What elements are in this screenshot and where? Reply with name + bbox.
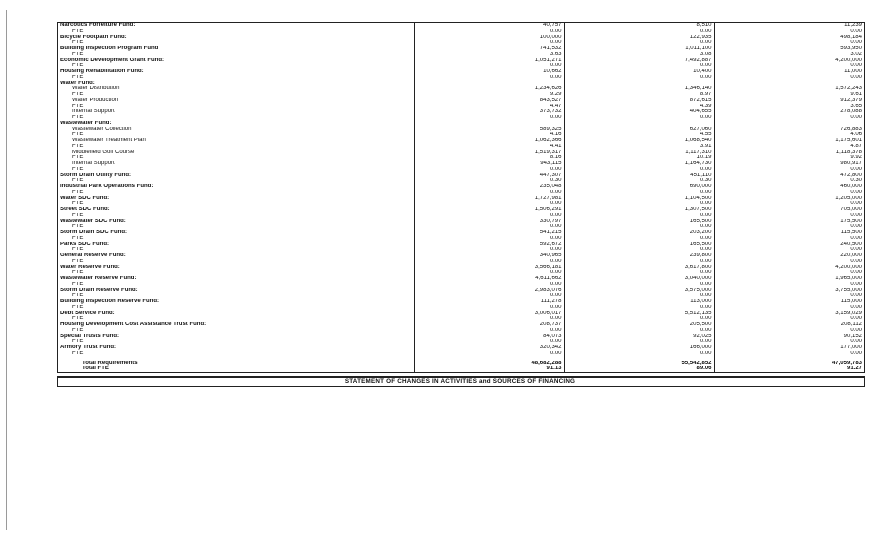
row-label: FTE	[72, 155, 84, 161]
value-proposed: 3,159,029	[714, 311, 864, 317]
value-proposed: 3.02	[714, 52, 864, 58]
value-actual: 8.16	[414, 155, 564, 161]
value-proposed: 177,000	[714, 345, 864, 351]
value-budget: 0.00	[564, 339, 714, 345]
row-label: FTE	[72, 143, 84, 149]
value-budget: 0.00	[564, 201, 714, 207]
value-budget: 0.00	[564, 190, 714, 196]
row-label: Water SDC Fund:	[60, 195, 110, 201]
row-label: Wastewater Collection	[72, 126, 132, 132]
value-budget: 404,655	[564, 109, 714, 115]
value-actual: 1,506,291	[414, 207, 564, 213]
value-budget: 3.08	[564, 52, 714, 58]
scan-edge	[6, 10, 7, 530]
value-proposed: 980,917	[714, 161, 864, 167]
value-budget: 0.00	[564, 305, 714, 311]
value-actual: 0.00	[414, 167, 564, 173]
row-label: Middlefield Golf Course	[72, 149, 135, 155]
value-budget: 165,500	[564, 219, 714, 225]
value-budget: 1,117,310	[564, 150, 714, 156]
value-actual: 111,278	[414, 299, 564, 305]
value-actual: 3.63	[414, 52, 564, 58]
value-proposed: 0.00	[714, 316, 864, 322]
row-label: FTE	[72, 40, 84, 46]
value-budget: 1,104,500	[564, 196, 714, 202]
row-label: Street SDC Fund:	[60, 207, 110, 212]
value-budget: 239,800	[564, 253, 714, 259]
row-label: Special Trusts Fund:	[60, 333, 120, 339]
row-label: Industrial Park Operations Fund:	[60, 184, 154, 189]
row-label: Economic Development Grant Fund:	[60, 57, 165, 63]
value-proposed: 0.00	[714, 328, 864, 334]
value-actual: 2,983,076	[414, 288, 564, 294]
value-budget: 451,110	[564, 173, 714, 179]
value-actual: 0.00	[414, 63, 564, 69]
value-budget: 0.00	[564, 63, 714, 69]
row-label: FTE	[72, 63, 84, 69]
value-proposed: 0.00	[714, 213, 864, 219]
value-proposed: 4.06	[714, 132, 864, 138]
row-label: FTE	[72, 115, 84, 120]
value-budget: 92,025	[564, 334, 714, 340]
value-budget: 0.00	[564, 29, 714, 35]
value-budget: 10,400	[564, 69, 714, 75]
value-actual: 0.30	[414, 178, 564, 184]
value-actual: 9.29	[414, 92, 564, 98]
value-proposed: 1,118,378	[714, 150, 864, 156]
value-actual: 943,115	[414, 161, 564, 167]
value-budget: 4.39	[564, 104, 714, 110]
value-proposed: 0.00	[714, 75, 864, 81]
value-proposed: 1,205,000	[714, 196, 864, 202]
row-label: Housing Development Cost Assistance Trust Fund:	[60, 322, 207, 327]
row-label: FTE	[72, 235, 84, 241]
row-label: Storm Drain SDC Fund:	[60, 230, 127, 235]
row-label: Debt Service Fund:	[60, 310, 115, 316]
row-label: Wastewater Reserve Fund:	[60, 276, 137, 281]
value-budget: 0.30	[564, 178, 714, 184]
value-budget: 165,500	[564, 242, 714, 248]
total-budget: 55,542,852	[564, 361, 714, 367]
total-proposed: 91.27	[714, 366, 864, 372]
value-budget: 4.55	[564, 132, 714, 138]
value-proposed: 0.00	[714, 305, 864, 311]
value-budget: 7,492,887	[564, 58, 714, 64]
total-label: Total Requirements	[82, 360, 138, 366]
row-label: FTE	[72, 350, 84, 356]
row-label: Wastewater SDC Fund:	[60, 218, 126, 224]
row-label: Building Inspection Program Fund	[60, 46, 159, 51]
value-actual: 0.00	[414, 328, 564, 334]
value-actual: 208,737	[414, 322, 564, 328]
row-label: FTE	[72, 270, 84, 276]
value-proposed: 4,200,000	[714, 265, 864, 271]
value-proposed: 0.00	[714, 40, 864, 46]
value-budget: 166,000	[564, 345, 714, 351]
row-label: Storm Drain Reserve Fund:	[60, 287, 138, 293]
row-label: FTE	[72, 224, 84, 230]
value-actual: 4.47	[414, 104, 564, 110]
budget-table-frame	[57, 22, 865, 373]
value-proposed: 0.00	[714, 270, 864, 276]
row-label: FTE	[72, 51, 84, 57]
row-label: Water Fund:	[60, 80, 95, 86]
value-budget: 627,060	[564, 127, 714, 133]
value-proposed: 0.00	[714, 339, 864, 345]
value-budget: 122,935	[564, 35, 714, 41]
row-label: FTE	[72, 281, 84, 287]
value-actual: 340,965	[414, 253, 564, 259]
value-actual: 447,307	[414, 173, 564, 179]
value-actual: 0.00	[414, 305, 564, 311]
value-proposed: 0.00	[714, 293, 864, 299]
value-actual: 330,797	[414, 219, 564, 225]
value-actual: 10,662	[414, 69, 564, 75]
row-label: FTE	[72, 178, 84, 184]
row-label: Storm Drain Utility Fund:	[60, 172, 131, 178]
value-budget: 0.00	[564, 316, 714, 322]
value-actual: 0.00	[414, 259, 564, 265]
value-proposed: 593,950	[714, 46, 864, 52]
value-budget: 5,512,135	[564, 311, 714, 317]
row-label: Wastewater Fund:	[60, 120, 112, 126]
total-proposed: 47,059,783	[714, 361, 864, 367]
value-actual: 100,000	[414, 35, 564, 41]
value-proposed: 1,175,601	[714, 138, 864, 144]
value-actual: 4,611,662	[414, 276, 564, 282]
value-proposed: 220,000	[714, 253, 864, 259]
row-label: FTE	[72, 166, 84, 172]
value-proposed: 278,088	[714, 109, 864, 115]
value-proposed: 0.00	[714, 259, 864, 265]
value-proposed: 726,883	[714, 127, 864, 133]
value-actual: 3,566,181	[414, 265, 564, 271]
value-actual: 0.00	[414, 40, 564, 46]
value-actual: 0.00	[414, 190, 564, 196]
value-actual: 741,532	[414, 46, 564, 52]
value-proposed: 472,800	[714, 173, 864, 179]
value-proposed: 1,572,243	[714, 86, 864, 92]
total-actual: 48,682,288	[414, 361, 564, 367]
row-label: FTE	[72, 316, 84, 322]
row-label: FTE	[72, 132, 84, 138]
value-actual: 0.00	[414, 75, 564, 81]
value-actual: 4.16	[414, 132, 564, 138]
value-budget: 0.00	[564, 282, 714, 288]
row-label: FTE	[72, 339, 84, 345]
value-budget: 0.00	[564, 351, 714, 357]
row-label: FTE	[72, 304, 84, 310]
value-proposed: 9.61	[714, 92, 864, 98]
value-proposed: 208,112	[714, 322, 864, 328]
value-proposed: 3.65	[714, 104, 864, 110]
value-proposed: 0.00	[714, 29, 864, 35]
value-actual: 0.00	[414, 293, 564, 299]
value-proposed: 115,000	[714, 299, 864, 305]
value-actual: 0.00	[414, 224, 564, 230]
budget-table	[58, 23, 864, 372]
value-budget: 8.97	[564, 92, 714, 98]
row-label: Narcotics Forfeiture Fund:	[60, 23, 136, 28]
value-budget: 205,500	[564, 322, 714, 328]
budget-table-body	[58, 23, 864, 372]
value-actual: 40,757	[414, 23, 564, 29]
row-label: Wastewater Treatment Plan	[72, 138, 146, 143]
value-actual: 592,672	[414, 242, 564, 248]
row-label: Housing Rehabilitation Fund:	[60, 69, 144, 74]
value-proposed: 11,000	[714, 69, 864, 75]
value-budget: 0.00	[564, 40, 714, 46]
value-proposed: 0.00	[714, 247, 864, 253]
value-proposed: 90,152	[714, 334, 864, 340]
value-actual: 0.00	[414, 339, 564, 345]
value-proposed: 4,200,000	[714, 58, 864, 64]
value-budget: 0.00	[564, 224, 714, 230]
statement-title: STATEMENT OF CHANGES IN ACTIVITIES and SOURCES OF FINANCING	[344, 378, 576, 385]
value-budget: 1,011,100	[564, 46, 714, 52]
row-label: Water Production	[72, 97, 119, 103]
value-actual: 0.00	[414, 247, 564, 253]
value-budget: 0.00	[564, 328, 714, 334]
value-proposed: 0.00	[714, 115, 864, 121]
value-budget: 8,510	[564, 23, 714, 29]
value-proposed: 115,500	[714, 230, 864, 236]
value-proposed: 460,000	[714, 184, 864, 190]
value-actual: 320,342	[414, 345, 564, 351]
value-actual: 0.00	[414, 282, 564, 288]
row-label: Internal Support	[72, 109, 115, 115]
row-label: FTE	[72, 92, 84, 97]
value-proposed: 9.92	[714, 155, 864, 161]
value-proposed: 175,500	[714, 219, 864, 225]
value-actual: 0.00	[414, 351, 564, 357]
value-actual: 0.00	[414, 115, 564, 121]
row-label: FTE	[72, 74, 84, 80]
value-actual: 1,062,366	[414, 138, 564, 144]
row-label: FTE	[72, 258, 84, 264]
value-budget: 0.00	[564, 115, 714, 121]
value-proposed: 11,239	[714, 23, 864, 29]
value-budget: 203,200	[564, 230, 714, 236]
value-proposed: 705,000	[714, 207, 864, 213]
value-proposed: 0.00	[714, 63, 864, 69]
value-budget: 0.00	[564, 270, 714, 276]
value-proposed: 1,965,000	[714, 276, 864, 282]
value-budget: 0.00	[564, 293, 714, 299]
value-proposed: 0.00	[714, 282, 864, 288]
value-proposed: 0.00	[714, 167, 864, 173]
value-proposed: 0.00	[714, 236, 864, 242]
value-actual: 84,073	[414, 334, 564, 340]
total-row	[58, 366, 864, 372]
value-actual: 4.41	[414, 144, 564, 150]
value-budget: 0.00	[564, 259, 714, 265]
value-budget: 3,575,000	[564, 288, 714, 294]
value-budget: 1,307,500	[564, 207, 714, 213]
value-budget: 690,000	[564, 184, 714, 190]
value-actual: 3,006,017	[414, 311, 564, 317]
value-proposed: 0.00	[714, 224, 864, 230]
value-actual: 235,048	[414, 184, 564, 190]
value-actual: 1,727,981	[414, 196, 564, 202]
value-proposed: 0.30	[714, 178, 864, 184]
value-actual: 0.00	[414, 270, 564, 276]
row-label: Water Reserve Fund:	[60, 264, 120, 270]
value-proposed: 0.00	[714, 201, 864, 207]
row-label: Building Inspection Reserve Fund:	[60, 299, 160, 304]
value-budget: 1,068,540	[564, 138, 714, 144]
value-budget: 0.00	[564, 75, 714, 81]
value-budget: 0.00	[564, 213, 714, 219]
value-budget: 872,615	[564, 98, 714, 104]
row-label: Armory Trust Fund:	[60, 345, 117, 350]
value-proposed: 0.00	[714, 190, 864, 196]
value-proposed: 240,500	[714, 242, 864, 248]
value-budget: 1,346,140	[564, 86, 714, 92]
value-proposed: 498,184	[714, 35, 864, 41]
row-label: FTE	[72, 28, 84, 34]
row-label: Water Distribution	[72, 86, 120, 92]
value-actual: 1,234,626	[414, 86, 564, 92]
value-budget: 3.91	[564, 144, 714, 150]
value-actual: 0.00	[414, 316, 564, 322]
row-label: FTE	[72, 189, 84, 195]
value-proposed: 912,379	[714, 98, 864, 104]
row-label: Bicycle Footpath Fund:	[60, 34, 127, 40]
value-actual: 1,051,271	[414, 58, 564, 64]
row-label: FTE	[72, 212, 84, 218]
value-proposed: 3,755,000	[714, 288, 864, 294]
row-label: FTE	[72, 293, 84, 299]
value-actual: 0.00	[414, 236, 564, 242]
total-label: Total FTE	[82, 366, 109, 372]
value-proposed: 4.87	[714, 144, 864, 150]
value-actual: 0.00	[414, 213, 564, 219]
value-budget: 3,617,800	[564, 265, 714, 271]
row-label: FTE	[72, 327, 84, 333]
value-budget: 0.00	[564, 167, 714, 173]
value-budget: 0.00	[564, 247, 714, 253]
row-label: General Reserve Fund:	[60, 253, 126, 258]
value-actual: 589,325	[414, 127, 564, 133]
row-label: Parks SDC Fund:	[60, 241, 110, 247]
value-budget: 1,164,730	[564, 161, 714, 167]
total-budget: 89.06	[564, 366, 714, 372]
value-actual: 0.00	[414, 29, 564, 35]
value-actual: 843,527	[414, 98, 564, 104]
value-actual: 541,215	[414, 230, 564, 236]
value-proposed: 0.00	[714, 351, 864, 357]
row-label: Internal Support	[72, 161, 115, 166]
value-actual: 373,732	[414, 109, 564, 115]
total-actual: 91.13	[414, 366, 564, 372]
row-label: FTE	[72, 247, 84, 253]
row-label: FTE	[72, 201, 84, 207]
row-label: FTE	[72, 103, 84, 109]
value-budget: 3,040,000	[564, 276, 714, 282]
value-budget: 0.00	[564, 236, 714, 242]
value-budget: 113,000	[564, 299, 714, 305]
value-actual: 1,519,317	[414, 150, 564, 156]
value-budget: 10.19	[564, 155, 714, 161]
value-actual: 0.00	[414, 201, 564, 207]
